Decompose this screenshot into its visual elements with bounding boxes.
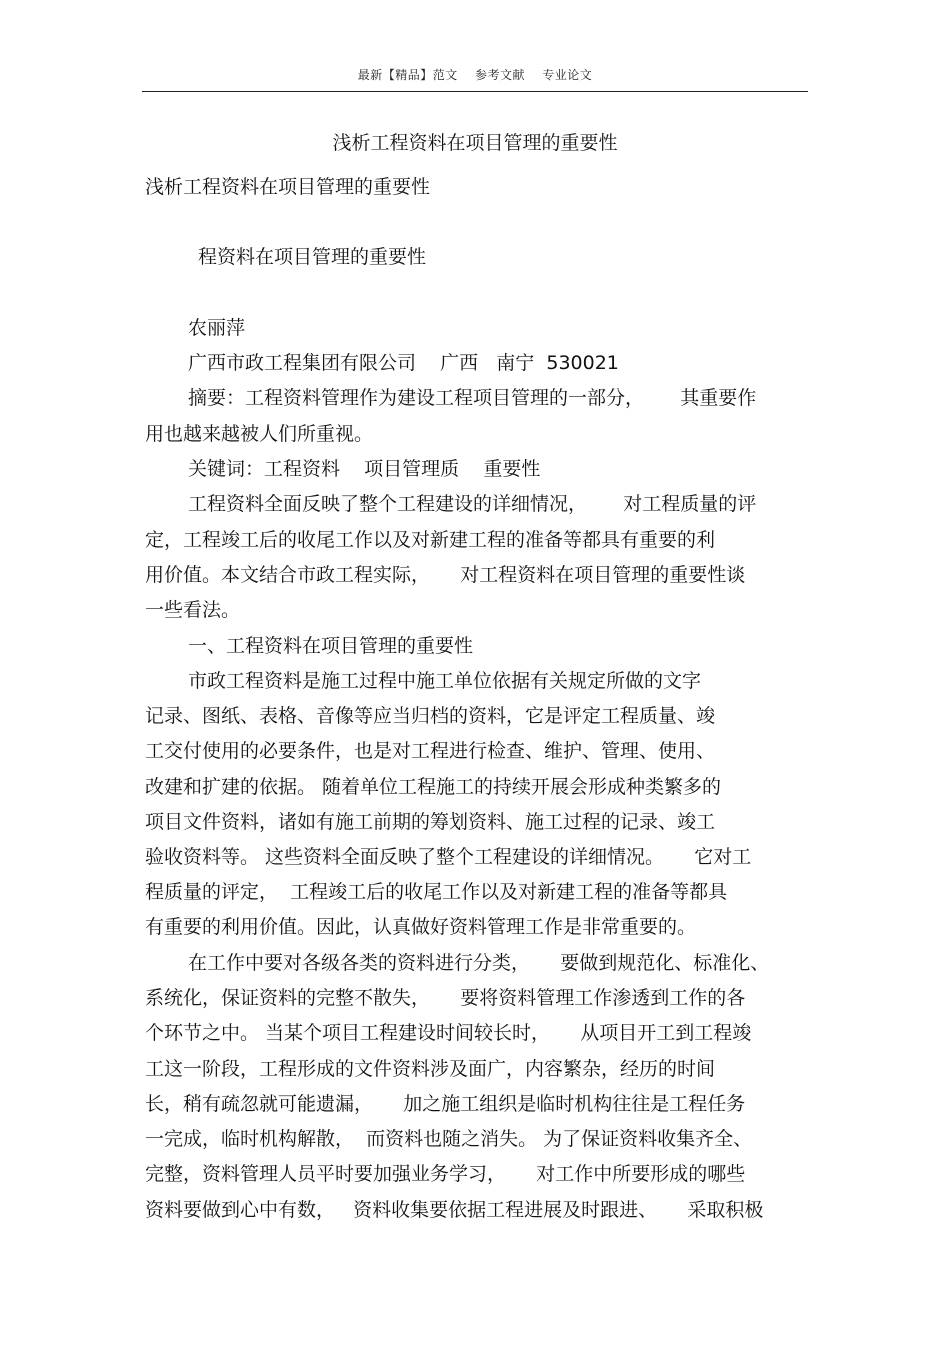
- paragraph-line: 工交付使用的必要条件，也是对工程进行检查、维护、管理、使用、: [145, 740, 716, 762]
- paragraph-line: 记录、图纸、表格、音像等应当归档的资料，它是评定工程质量、竣: [145, 705, 716, 727]
- paragraph-line: 项目文件资料，诸如有施工前期的筹划资料、施工过程的记录、竣工: [145, 811, 716, 833]
- author-name: 农丽萍: [188, 317, 246, 339]
- paragraph-line: 工程资料全面反映了整个工程建设的详细情况， 对工程质量的评: [188, 493, 757, 515]
- section-heading: 一、工程资料在项目管理的重要性: [188, 635, 474, 657]
- page-header: 最新【精品】范文 参考文献 专业论文: [357, 68, 593, 82]
- paragraph-line: 长，稍有疏忽就可能遗漏， 加之施工组织是临时机构往往是工程任务: [145, 1093, 746, 1115]
- paragraph-line: 用价值。本文结合市政工程实际， 对工程资料在项目管理的重要性谈: [145, 564, 746, 586]
- paragraph-line: 个环节之中。 当某个项目工程建设时间较长时， 从项目开工到工程竣: [145, 1022, 752, 1044]
- header-divider: [142, 91, 808, 92]
- paragraph-line: 在工作中要对各级各类的资料进行分类， 要做到规范化、标准化、: [188, 952, 770, 974]
- paragraph-line: 程质量的评定， 工程竣工后的收尾工作以及对新建工程的准备等都具: [145, 881, 728, 903]
- paragraph-line: 一些看法。: [145, 599, 241, 621]
- paragraph-line: 工这一阶段，工程形成的文件资料涉及面广，内容繁杂，经历的时间: [145, 1058, 716, 1080]
- paragraph-line: 系统化，保证资料的完整不散失， 要将资料管理工作渗透到工作的各: [145, 987, 746, 1009]
- author-affiliation: 广西市政工程集团有限公司 广西 南宁 530021: [188, 352, 619, 374]
- paragraph-line: 市政工程资料是施工过程中施工单位依据有关规定所做的文字: [188, 670, 702, 692]
- keywords: 关键词：工程资料 项目管理质 重要性: [188, 458, 541, 480]
- paragraph-line: 有重要的利用价值。因此，认真做好资料管理工作是非常重要的。: [145, 916, 697, 938]
- document-title: 浅析工程资料在项目管理的重要性: [332, 132, 618, 154]
- paragraph-line: 定，工程竣工后的收尾工作以及对新建工程的准备等都具有重要的利: [145, 529, 716, 551]
- subtitle: 浅析工程资料在项目管理的重要性: [145, 176, 431, 198]
- paragraph-line: 改建和扩建的依据。 随着单位工程施工的持续开展会形成种类繁多的: [145, 776, 722, 798]
- abstract-line: 用也越来越被人们所重视。: [145, 423, 374, 445]
- paragraph-line: 验收资料等。 这些资料全面反映了整个工程建设的详细情况。 它对工: [145, 846, 752, 868]
- section-heading: 程资料在项目管理的重要性: [198, 246, 427, 268]
- paragraph-line: 完整，资料管理人员平时要加强业务学习， 对工作中所要形成的哪些: [145, 1163, 746, 1185]
- abstract-line: 摘要：工程资料管理作为建设工程项目管理的一部分， 其重要作: [188, 387, 757, 409]
- paragraph-line: 资料要做到心中有数， 资料收集要依据工程进展及时跟进、 采取积极: [145, 1199, 764, 1221]
- paragraph-line: 一完成，临时机构解散， 而资料也随之消失。 为了保证资料收集齐全、: [145, 1128, 753, 1150]
